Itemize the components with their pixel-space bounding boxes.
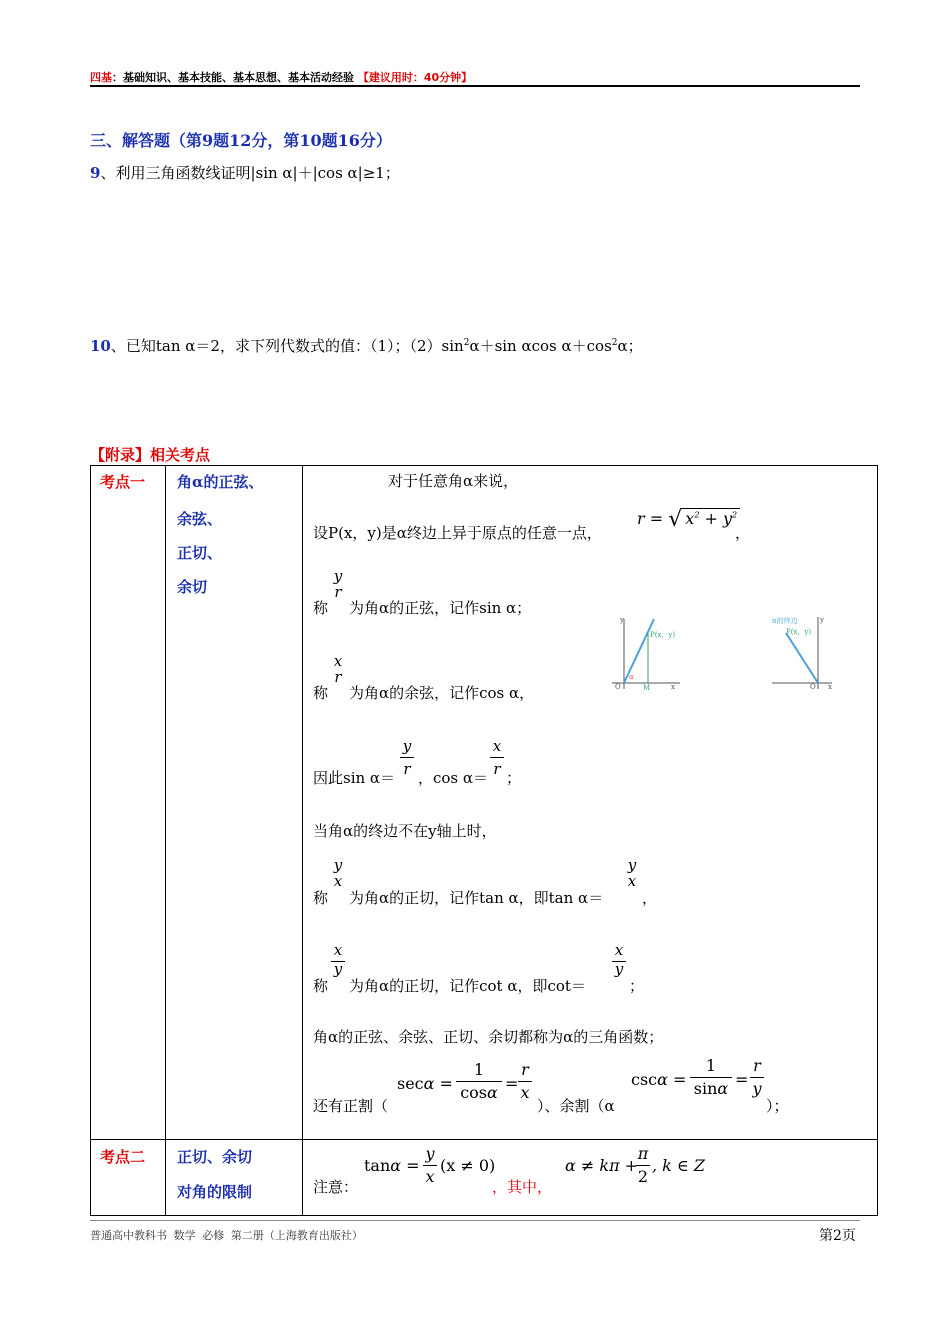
fraction-num: r <box>753 1056 761 1075</box>
point1-intro: 对于任意角α来说， <box>388 472 519 490</box>
section-title: 三、解答题（第9题12分，第10题16分） <box>90 131 392 150</box>
sec-eq: = <box>505 1074 519 1093</box>
cot-called: 称 <box>313 977 329 995</box>
r-formula-lhs: r <box>637 509 645 528</box>
footer-rule <box>90 1220 860 1221</box>
header <box>90 69 472 85</box>
fig1-y-label: y <box>620 616 624 624</box>
fraction-r-over-y <box>750 1056 764 1099</box>
r-formula-y-sup: 2 <box>732 510 738 520</box>
also-end: ）； <box>766 1097 789 1115</box>
csc-eq: = <box>735 1070 749 1089</box>
fraction-num: x <box>333 652 343 670</box>
question-9-text: 、利用三角函数线证明|sin α|＋|cos α|≥1； <box>100 164 400 182</box>
point2-topic-1: 正切、余切 <box>177 1148 253 1166</box>
fraction-den: r <box>334 668 342 686</box>
table-border-bottom <box>90 1215 878 1216</box>
sec-alpha: α <box>423 1074 435 1093</box>
fraction-x-over-r-2 <box>490 736 504 779</box>
point1-label: 考点一 <box>100 473 146 491</box>
fig2-o-label: O <box>810 683 816 691</box>
fig2-x-label: x <box>828 683 832 691</box>
tan-definition: 为角α的正切，记作tan α，即tan α＝ <box>349 889 604 907</box>
csc-alpha: α <box>657 1070 668 1089</box>
question-10-number: 10 <box>90 337 111 355</box>
fig2-p-label: P(x，y) <box>786 628 812 636</box>
therefore-sin: 因此sin α＝ <box>313 769 396 787</box>
question-9 <box>90 162 400 183</box>
point2-among: ，其中， <box>492 1178 553 1196</box>
r-formula-x-sup: 2 <box>694 510 700 520</box>
fraction-den: y <box>614 960 624 978</box>
fraction-num: r <box>521 1060 529 1079</box>
question-10-sup1: 2 <box>463 338 470 348</box>
point1-topic-2: 余弦、 <box>177 510 223 528</box>
cot-semicolon: ； <box>629 977 645 995</box>
cot-definition: 为角α的正切，记作cot α，即cot＝ <box>349 977 586 995</box>
tan-called: 称 <box>313 889 329 907</box>
fraction-den: 2 <box>637 1167 649 1186</box>
header-time: 【建议用时：40分钟】 <box>357 71 473 84</box>
fraction-num: y <box>425 1144 435 1163</box>
footer-page: 第2页 <box>819 1228 856 1244</box>
fraction-den: x <box>627 872 637 890</box>
point2-label: 考点二 <box>100 1148 146 1166</box>
question-10-text-c: α； <box>617 337 643 355</box>
fraction-x-over-r-1 <box>331 651 345 687</box>
fraction-num: π <box>637 1144 649 1163</box>
csc-name: csc <box>631 1070 658 1089</box>
question-10-text-b: α＋sin αcos α＋cos <box>469 337 612 355</box>
fraction-1-over-cos <box>456 1060 502 1103</box>
fraction-den: r <box>493 760 501 778</box>
sec-lhs: secα = <box>397 1074 453 1093</box>
point2-note: 注意： <box>313 1178 359 1196</box>
fraction-den-sin: sin <box>693 1079 718 1098</box>
cos-definition: 为角α的余弦，记作cos α， <box>349 684 535 702</box>
fraction-1-over-sin <box>690 1056 732 1099</box>
question-10-sup2: 2 <box>611 338 618 348</box>
sec-name: sec <box>397 1074 424 1093</box>
fraction-den: y <box>752 1079 762 1098</box>
fig2-note-label: α的终边 <box>772 617 798 625</box>
point2-topic-2: 对角的限制 <box>177 1183 253 1201</box>
k-in-z: , k ∈ Z <box>652 1156 705 1175</box>
sin-definition: 为角α的正弦，记作sin α； <box>349 599 532 617</box>
alpha-restriction: α ≠ kπ + <box>565 1156 639 1175</box>
fraction-den: x <box>425 1167 435 1186</box>
also-cosecant: ）、余割（α <box>537 1097 615 1115</box>
header-topics: 基础知识、基本技能、基本思想、基本活动经验 <box>123 71 354 84</box>
fraction-den-cos: cos <box>460 1083 487 1102</box>
therefore-cos: ，cos α＝ <box>418 769 489 787</box>
tan-alpha: α <box>390 1156 402 1175</box>
table-border-mid <box>90 1139 878 1140</box>
fraction-den: r <box>403 760 411 778</box>
fraction-num: x <box>333 941 343 959</box>
question-10 <box>90 335 643 356</box>
fig1-m-label: M <box>643 684 651 692</box>
fraction-x-over-y-2 <box>612 940 626 979</box>
fig1-x-label: x <box>671 683 675 691</box>
fraction-y-over-x-3 <box>423 1144 437 1187</box>
header-colon: ： <box>112 71 123 84</box>
fraction-den: r <box>334 583 342 601</box>
table-col1-divider <box>165 465 166 1216</box>
tan-name: tan <box>364 1156 391 1175</box>
tan-comma: ， <box>642 889 658 907</box>
fraction-num: 1 <box>705 1056 717 1075</box>
point1-definition-p: 设P(x，y)是α终边上异于原点的任意一点， <box>313 524 602 542</box>
table-border-right <box>877 465 878 1216</box>
fraction-r-over-x <box>518 1060 532 1103</box>
csc-lhs: cscα = <box>631 1070 687 1089</box>
header-rule <box>90 85 860 87</box>
fig1-p-label: P(x，y) <box>650 631 676 639</box>
appendix-title: 【附录】相关考点 <box>90 446 211 464</box>
question-9-number: 9 <box>90 164 101 182</box>
question-10-text-a: 、已知tan α＝2，求下列代数式的值：（1）；（2）sin <box>110 337 464 355</box>
unit-figure-acute <box>610 613 685 693</box>
fraction-num: y <box>402 737 412 755</box>
fig2-y-label: y <box>820 616 824 624</box>
cos-called: 称 <box>313 684 329 702</box>
footer-book: 普通高中教科书 数学 必修 第二册（上海教育出版社） <box>90 1229 363 1242</box>
table-col2-divider <box>302 465 303 1216</box>
r-formula: r = √ $x^2 + y^2$ <box>637 505 740 530</box>
fig1-alpha-label: α <box>629 673 634 681</box>
fraction-num: y <box>333 567 343 585</box>
fraction-den: x <box>333 872 343 890</box>
trig-functions-summary: 角α的正弦、余弦、正切、余切都称为α的三角函数； <box>313 1028 664 1046</box>
tan-condition: (x ≠ 0) <box>440 1156 496 1175</box>
fraction-num: y <box>333 856 343 874</box>
fraction-pi-over-2 <box>636 1144 650 1187</box>
also-secant: 还有正割（ <box>313 1097 389 1115</box>
table-border-left <box>90 465 91 1216</box>
fraction-den-alpha: α <box>487 1083 498 1102</box>
fraction-y-over-x-1 <box>331 855 345 891</box>
fraction-den-alpha: α <box>717 1079 729 1098</box>
point1-topic-4: 余切 <box>177 578 208 596</box>
fig1-o-label: O <box>615 683 621 691</box>
header-prefix: 四基 <box>90 71 112 84</box>
fraction-num: x <box>492 737 502 755</box>
table-border-top <box>90 465 878 466</box>
therefore-semicolon: ； <box>506 769 522 787</box>
when-not-on-y-axis: 当角α的终边不在y轴上时， <box>313 822 497 840</box>
unit-figure-obtuse <box>770 613 840 693</box>
fraction-num: 1 <box>473 1060 485 1079</box>
r-formula-x: x <box>685 509 695 528</box>
fraction-y-over-x-2 <box>625 855 639 891</box>
point1-topic-3: 正切、 <box>177 544 223 562</box>
fraction-den: y <box>333 960 343 978</box>
fraction-num: y <box>627 856 637 874</box>
fraction-num: x <box>614 941 624 959</box>
r-formula-y: y <box>723 509 733 528</box>
r-formula-comma: ， <box>735 524 751 542</box>
fraction-den: x <box>520 1083 530 1102</box>
fraction-y-over-r-1 <box>331 566 345 602</box>
point1-topic-1: 角α的正弦、 <box>177 473 264 491</box>
fraction-y-over-r-2 <box>400 736 414 779</box>
fraction-x-over-y-1 <box>331 940 345 979</box>
sin-called: 称 <box>313 599 329 617</box>
tan-restriction-lhs: tanα = <box>364 1156 420 1175</box>
